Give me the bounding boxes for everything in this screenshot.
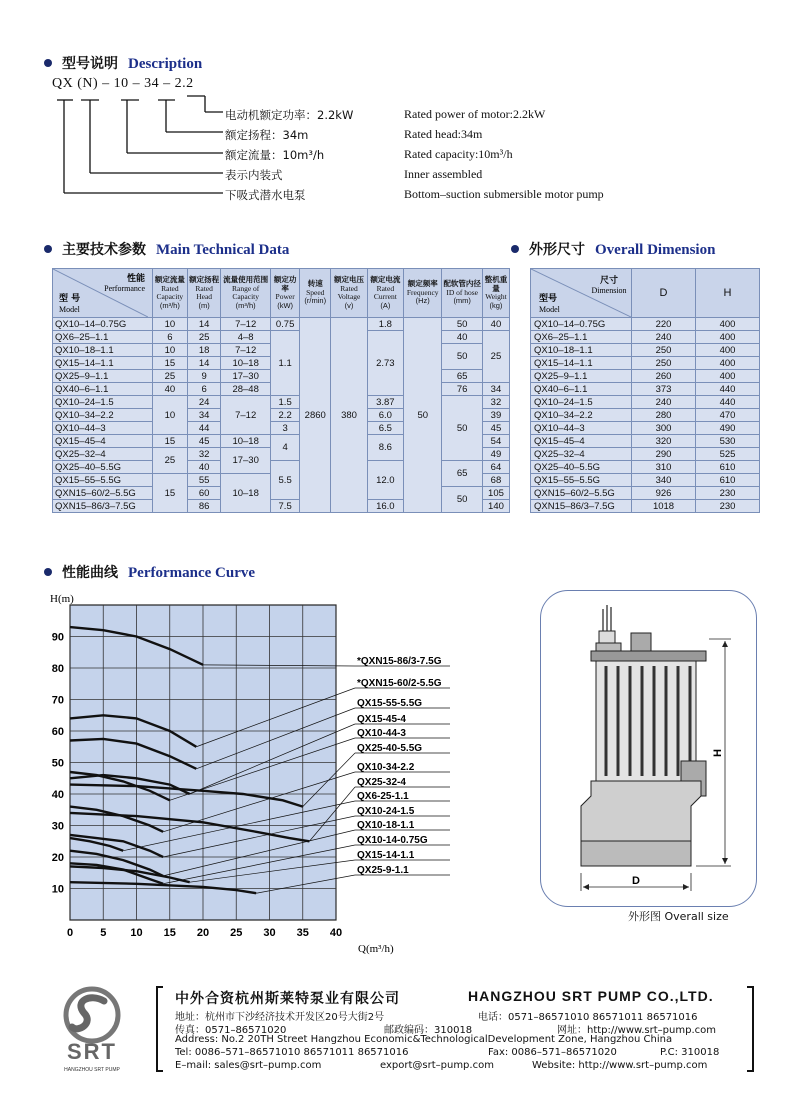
h-cell: 400: [696, 357, 760, 370]
h-cell: 400: [696, 318, 760, 331]
table-row: [531, 474, 760, 487]
h-cell: 530: [696, 435, 760, 448]
weight-cell: 45: [482, 422, 509, 435]
range-cell: 7–12: [221, 344, 271, 357]
header-head: [188, 269, 221, 318]
series-label: QX15-14-1.1: [357, 850, 415, 861]
dim-corner-bottom-cn: 型号: [539, 294, 558, 304]
tech-corner-header: [53, 269, 153, 318]
header-cn: 转速: [307, 279, 323, 289]
range-cell: 10–18: [221, 435, 271, 448]
model-cell: QX10–44–3: [531, 422, 632, 435]
model-cell: QX25–9–1.1: [53, 370, 153, 383]
d-cell: 240: [632, 331, 696, 344]
weight-cell: 25: [482, 331, 509, 383]
dim-corner-top-cn: 尺寸: [599, 276, 619, 286]
current-cell: 8.6: [367, 435, 403, 461]
model-cell: QX10–24–1.5: [531, 396, 632, 409]
dimension-table: [530, 268, 760, 513]
weight-cell: 40: [482, 318, 509, 331]
power-cell: 4: [271, 435, 300, 461]
header-d: D: [632, 269, 696, 318]
head-cell: 45: [188, 435, 221, 448]
bullet-icon: [44, 245, 52, 253]
range-cell: 17–30: [221, 448, 271, 474]
model-cell: QX15–55–5.5G: [53, 474, 153, 487]
hose-cell: 50: [442, 344, 483, 370]
capacity-cell: 15: [152, 435, 187, 448]
series-label: QX10-14-0.75G: [357, 835, 428, 846]
model-cell: QX10–44–3: [53, 422, 153, 435]
email-export[interactable]: export@srt–pump.com: [380, 1060, 494, 1071]
speed-cell: 2860: [300, 318, 331, 513]
header-range: [221, 269, 271, 318]
h-cell: 440: [696, 383, 760, 396]
head-cell: 32: [188, 448, 221, 461]
table-row: [531, 370, 760, 383]
dimension-title: 外形尺寸 Overall Dimension: [511, 239, 715, 259]
h-cell: 400: [696, 331, 760, 344]
description-row-en: Inner assembled: [404, 167, 483, 181]
model-cell: QX10–14–0.75G: [531, 318, 632, 331]
header-unit: (Hz): [415, 296, 430, 306]
series-label: QX25-9-1.1: [357, 865, 409, 876]
header-current: [367, 269, 403, 318]
capacity-cell: 10: [152, 344, 187, 357]
header-power: [271, 269, 300, 318]
table-row: [531, 435, 760, 448]
website-link[interactable]: Website: http://www.srt–pump.com: [532, 1060, 708, 1071]
y-axis-label: H(m): [50, 593, 74, 605]
d-cell: 250: [632, 344, 696, 357]
description-row-cn: 额定流量：10m³/h: [225, 148, 325, 162]
head-cell: 55: [188, 474, 221, 487]
header-en: ID of hose: [446, 287, 479, 297]
header-en: Weight: [485, 292, 507, 301]
head-cell: 86: [188, 500, 221, 513]
weight-cell: 105: [482, 487, 509, 500]
current-cell: 16.0: [367, 500, 403, 513]
head-cell: 14: [188, 318, 221, 331]
phone-cn: 电话：0571–86571010 86571011 86571016: [478, 1012, 698, 1023]
y-tick-label: 60: [51, 726, 64, 738]
current-cell: 1.8: [367, 318, 403, 331]
head-cell: 44: [188, 422, 221, 435]
header-cn: 额定扬程: [189, 275, 220, 284]
h-cell: 440: [696, 396, 760, 409]
header-cn: 流量使用范围: [223, 275, 269, 284]
description-row-cn: 下吸式潜水电泵: [225, 188, 306, 202]
series-label: QX15-45-4: [357, 714, 406, 725]
model-cell: QXN15–86/3–7.5G: [53, 500, 153, 513]
model-cell: QX15–55–5.5G: [531, 474, 632, 487]
x-tick-label: 5: [100, 927, 107, 939]
bullet-icon: [44, 59, 52, 67]
series-label: QX10-34-2.2: [357, 762, 415, 773]
h-cell: 525: [696, 448, 760, 461]
model-cell: QX40–6–1.1: [531, 383, 632, 396]
model-cell: QX25–9–1.1: [531, 370, 632, 383]
description-row-en: Rated power of motor:2.2kW: [404, 107, 546, 121]
dim-corner-bottom-en: Model: [539, 305, 560, 314]
header-voltage: [331, 269, 367, 318]
d-cell: 340: [632, 474, 696, 487]
h-cell: 610: [696, 474, 760, 487]
d-cell: 310: [632, 461, 696, 474]
header-cn: 额定电压: [334, 275, 364, 284]
pc-en: P.C: 310018: [660, 1047, 720, 1058]
series-label: QX10-24-1.5: [357, 806, 415, 817]
company-name-en: HANGZHOU SRT PUMP CO.,LTD.: [468, 988, 714, 1004]
header-en: Frequency: [406, 287, 439, 297]
corner-bottom-en: Model: [59, 305, 80, 314]
weight-cell: 64: [482, 461, 509, 474]
series-label: QX15-55-5.5G: [357, 698, 423, 709]
capacity-cell: 10: [152, 318, 187, 331]
head-cell: 9: [188, 370, 221, 383]
current-cell: 6.5: [367, 422, 403, 435]
d-cell: 260: [632, 370, 696, 383]
header-unit: (r/min): [304, 296, 327, 306]
y-tick-label: 90: [51, 631, 64, 644]
header-unit: (mm): [453, 296, 471, 306]
model-cell: QX15–45–4: [531, 435, 632, 448]
table-row: [531, 383, 760, 396]
current-cell: 3.87: [367, 396, 403, 409]
weight-cell: 68: [482, 474, 509, 487]
header-cn: 额定功率: [273, 275, 297, 293]
range-cell: 7–12: [221, 396, 271, 435]
range-cell: 10–18: [221, 474, 271, 513]
description-row-cn: 表示内装式: [225, 168, 283, 182]
model-cell: QX15–14–1.1: [53, 357, 153, 370]
header-frequency: [404, 269, 442, 318]
model-cell: QXN15–60/2–5.5G: [531, 487, 632, 500]
head-cell: 6: [188, 383, 221, 396]
power-cell: 1.5: [271, 396, 300, 409]
x-axis-label: Q(m³/h): [358, 943, 394, 955]
header-en: Rated Head: [195, 283, 213, 301]
range-cell: 4–8: [221, 331, 271, 344]
fax-cn: 传真：0571–86571020: [175, 1025, 287, 1036]
model-cell: QXN15–60/2–5.5G: [53, 487, 153, 500]
website-cn: 网址：http://www.srt–pump.com: [557, 1025, 716, 1036]
description-row-en: Rated head:34m: [404, 127, 483, 141]
bullet-icon: [511, 245, 519, 253]
head-cell: 18: [188, 344, 221, 357]
header-speed: [300, 269, 331, 318]
description-row-cn: 额定扬程：34m: [225, 128, 309, 142]
header-en: Rated Voltage: [337, 283, 361, 301]
current-cell: 12.0: [367, 461, 403, 500]
performance-chart: [30, 590, 490, 955]
corner-top-en: Performance: [104, 284, 145, 293]
model-cell: QX40–6–1.1: [53, 383, 153, 396]
header-en: Power: [275, 292, 295, 301]
model-cell: QX10–34–2.2: [53, 409, 153, 422]
x-tick-label: 25: [230, 927, 243, 939]
weight-cell: 39: [482, 409, 509, 422]
hose-cell: 50: [442, 318, 483, 331]
h-cell: 230: [696, 487, 760, 500]
tech-table: [52, 268, 510, 513]
table-row: [531, 318, 760, 331]
x-tick-label: 15: [163, 927, 176, 939]
fig-d-label: D: [632, 875, 640, 887]
header-en: Rated Current: [373, 283, 397, 301]
series-label: QX10-18-1.1: [357, 820, 415, 831]
h-cell: 400: [696, 370, 760, 383]
tel-en: Tel: 0086–571–86571010 86571011 86571016: [175, 1047, 409, 1058]
power-cell: 7.5: [271, 500, 300, 513]
header-hose: [442, 269, 483, 318]
x-tick-label: 35: [296, 927, 309, 939]
head-cell: 24: [188, 396, 221, 409]
h-cell: 470: [696, 409, 760, 422]
power-cell: 1.1: [271, 331, 300, 396]
y-tick-label: 70: [51, 694, 64, 707]
y-tick-label: 10: [51, 883, 64, 896]
description-title: 型号说明 Description: [44, 53, 202, 73]
table-row: [531, 331, 760, 344]
email-sales[interactable]: E–mail: sales@srt–pump.com: [175, 1060, 322, 1071]
d-cell: 220: [632, 318, 696, 331]
capacity-cell: 15: [152, 474, 187, 513]
series-label: QX10-44-3: [357, 728, 406, 739]
description-row-en: Bottom–suction submersible motor pump: [404, 187, 604, 201]
h-cell: 610: [696, 461, 760, 474]
d-cell: 320: [632, 435, 696, 448]
model-cell: QX10–18–1.1: [531, 344, 632, 357]
logo-text: SRT: [67, 1039, 117, 1064]
hose-cell: 65: [442, 461, 483, 487]
h-cell: 230: [696, 500, 760, 513]
x-tick-label: 0: [66, 927, 74, 939]
weight-cell: 34: [482, 383, 509, 396]
model-code: QX (N) – 10 – 34 – 2.2: [52, 76, 194, 91]
h-cell: 490: [696, 422, 760, 435]
current-cell: 2.73: [367, 331, 403, 396]
dim-corner-top-en: Dimension: [591, 286, 627, 295]
srt-logo: [42, 985, 142, 1075]
table-row: [531, 500, 760, 513]
table-row: [531, 396, 760, 409]
hose-cell: 76: [442, 383, 483, 396]
hose-cell: 50: [442, 487, 483, 513]
tech-title: 主要技术参数 Main Technical Data: [44, 239, 289, 259]
table-row: [531, 357, 760, 370]
header-cn: 额定流量: [154, 275, 185, 284]
power-cell: 3: [271, 422, 300, 435]
h-cell: 400: [696, 344, 760, 357]
model-cell: QX6–25–1.1: [531, 331, 632, 344]
model-cell: QX10–18–1.1: [53, 344, 153, 357]
capacity-cell: 25: [152, 370, 187, 383]
header-unit: (m³/h): [235, 300, 256, 310]
y-tick-label: 50: [51, 757, 64, 770]
range-cell: 17–30: [221, 370, 271, 383]
y-tick-label: 30: [51, 820, 64, 833]
head-cell: 14: [188, 357, 221, 370]
figure-caption: 外形图 Overall size: [628, 910, 729, 923]
model-cell: QX15–45–4: [53, 435, 153, 448]
dim-corner-header: [531, 269, 632, 318]
series-label: QX25-40-5.5G: [357, 743, 423, 754]
y-tick-label: 80: [51, 663, 64, 675]
hose-cell: 40: [442, 331, 483, 344]
postcode-cn: 邮政编码：310018: [384, 1025, 473, 1036]
x-tick-label: 30: [263, 927, 276, 939]
weight-cell: 32: [482, 396, 509, 409]
model-cell: QX6–25–1.1: [53, 331, 153, 344]
model-cell: QX25–40–5.5G: [53, 461, 153, 474]
fig-h-label: H: [712, 749, 724, 757]
pump-drawing: [541, 591, 756, 906]
header-weight: [482, 269, 509, 318]
series-label: *QXN15-60/2-5.5G: [357, 678, 442, 689]
capacity-cell: 40: [152, 383, 187, 396]
capacity-cell: 6: [152, 331, 187, 344]
model-cell: QX10–14–0.75G: [53, 318, 153, 331]
d-cell: 290: [632, 448, 696, 461]
x-tick-label: 40: [329, 927, 343, 939]
current-cell: 6.0: [367, 409, 403, 422]
d-cell: 300: [632, 422, 696, 435]
table-row: [531, 448, 760, 461]
d-cell: 250: [632, 357, 696, 370]
corner-bottom-cn: 型 号: [59, 294, 81, 304]
header-cn: 配软管内径: [443, 279, 481, 289]
d-cell: 240: [632, 396, 696, 409]
d-cell: 280: [632, 409, 696, 422]
header-h: H: [696, 269, 760, 318]
header-en: Range of Capacity: [232, 283, 260, 301]
model-cell: QX25–32–4: [53, 448, 153, 461]
x-tick-label: 10: [130, 927, 143, 939]
header-unit: (v): [344, 300, 354, 310]
series-label: QX25-32-4: [357, 777, 406, 788]
header-cn: 整机重量: [484, 275, 508, 293]
model-cell: QX15–14–1.1: [531, 357, 632, 370]
address-cn: 地址：杭州市下沙经济技术开发区20号大街2号: [175, 1012, 385, 1023]
bullet-icon: [44, 568, 52, 576]
header-unit: (kW): [277, 300, 294, 310]
weight-cell: 49: [482, 448, 509, 461]
weight-cell: 140: [482, 500, 509, 513]
table-row: [531, 487, 760, 500]
header-cn: 额定频率: [407, 279, 438, 289]
d-cell: 926: [632, 487, 696, 500]
header-unit: (A): [380, 300, 391, 310]
header-en: Rated Capacity: [156, 283, 184, 301]
header-unit: (m³/h): [159, 300, 180, 310]
head-cell: 60: [188, 487, 221, 500]
series-label: QX6-25-1.1: [357, 791, 409, 802]
range-cell: 7–12: [221, 318, 271, 331]
fax-en: Fax: 0086–571–86571020: [488, 1047, 617, 1058]
table-row: [531, 422, 760, 435]
header-unit: (kg): [489, 300, 503, 310]
capacity-cell: 10: [152, 396, 187, 435]
range-cell: 10–18: [221, 357, 271, 370]
curve-title: 性能曲线 Performance Curve: [44, 562, 255, 582]
model-cell: QXN15–86/3–7.5G: [531, 500, 632, 513]
table-row: [531, 461, 760, 474]
address-en: Address: No.2 20TH Street Hangzhou Economic&TechnologicalDevelopment Zone, Hangzhou China: [175, 1034, 673, 1045]
hose-cell: 65: [442, 370, 483, 383]
weight-cell: 54: [482, 435, 509, 448]
corner-top-cn: 性能: [126, 274, 145, 284]
power-cell: 2.2: [271, 409, 300, 422]
x-tick-label: 20: [196, 927, 210, 939]
table-row: [531, 344, 760, 357]
pump-figure-frame: [540, 590, 757, 907]
hose-cell: 50: [442, 396, 483, 461]
header-unit: (m): [198, 300, 210, 310]
header-cn: 额定电流: [370, 275, 401, 284]
model-cell: QX25–40–5.5G: [531, 461, 632, 474]
description-row-en: Rated capacity:10m³/h: [404, 147, 513, 161]
y-tick-label: 40: [51, 789, 64, 801]
frequency-cell: 50: [404, 318, 442, 513]
description-row-cn: 电动机额定功率：2.2kW: [225, 108, 354, 122]
y-tick-label: 20: [51, 852, 64, 864]
capacity-cell: 15: [152, 357, 187, 370]
model-cell: QX10–34–2.2: [531, 409, 632, 422]
head-cell: 34: [188, 409, 221, 422]
head-cell: 40: [188, 461, 221, 474]
header-en: Speed: [306, 287, 325, 297]
code-bracket-lines: [55, 92, 230, 202]
table-row: [531, 409, 760, 422]
power-cell: 5.5: [271, 461, 300, 500]
d-cell: 373: [632, 383, 696, 396]
range-cell: 28–48: [221, 383, 271, 396]
head-cell: 25: [188, 331, 221, 344]
company-name-cn: 中外合资杭州斯莱特泵业有限公司: [175, 991, 400, 1007]
series-label: *QXN15-86/3-7.5G: [357, 656, 442, 667]
d-cell: 1018: [632, 500, 696, 513]
header-capacity: [152, 269, 187, 318]
voltage-cell: 380: [331, 318, 367, 513]
capacity-cell: 25: [152, 448, 187, 474]
power-cell: 0.75: [271, 318, 300, 331]
logo-subtext: HANGZHOU SRT PUMP: [64, 1067, 120, 1073]
model-cell: QX25–32–4: [531, 448, 632, 461]
model-cell: QX10–24–1.5: [53, 396, 153, 409]
